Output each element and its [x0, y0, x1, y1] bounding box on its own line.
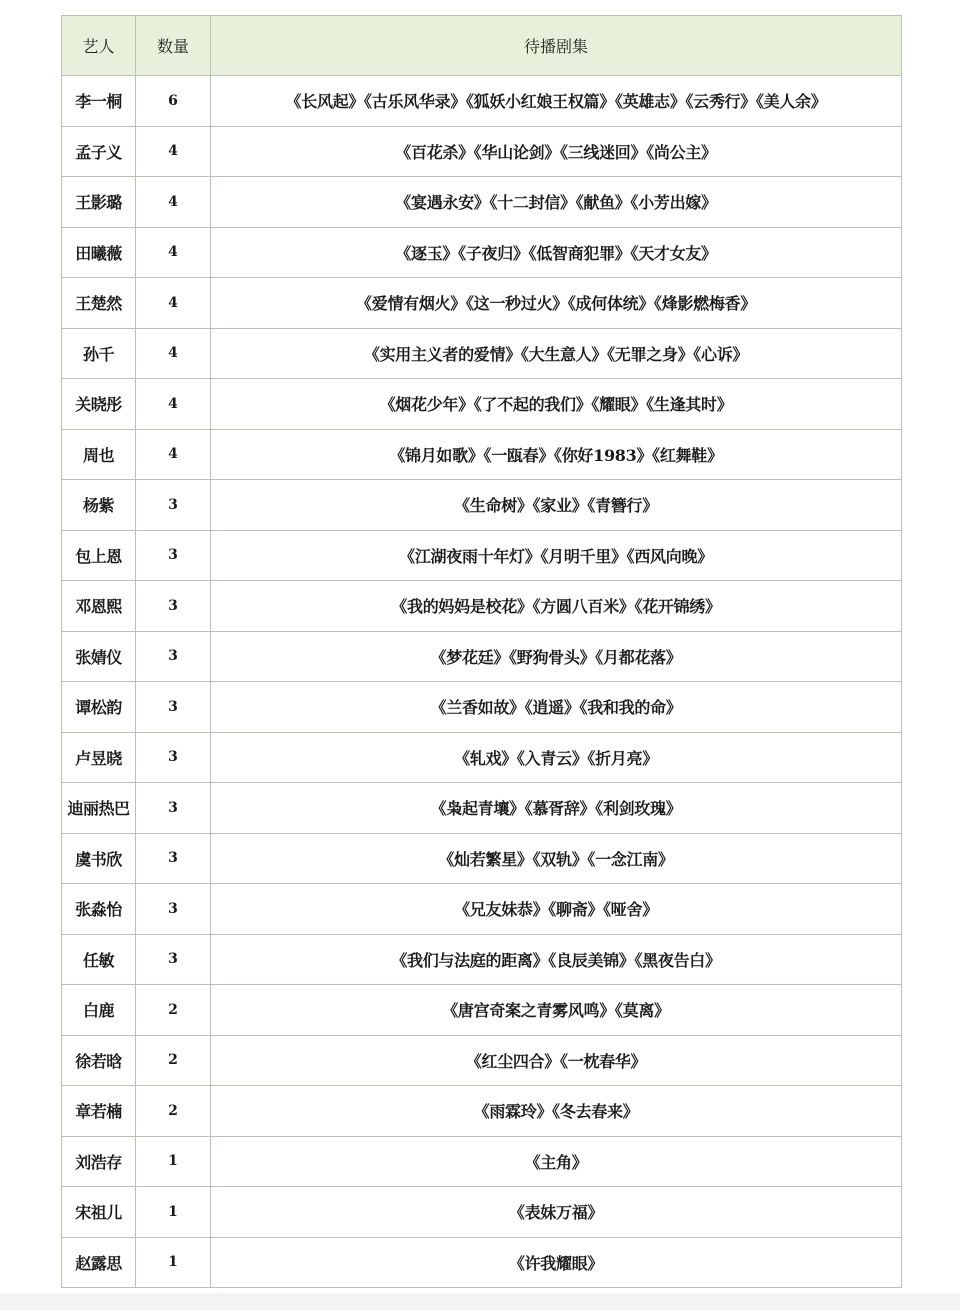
- artist-cell: 卢昱晓: [62, 732, 136, 783]
- count-cell: 3: [136, 530, 211, 581]
- count-cell: 4: [136, 379, 211, 430]
- shows-cell: 《梦花廷》《野狗骨头》《月都花落》: [211, 631, 902, 682]
- table-row: [62, 379, 902, 430]
- header-artist: 艺人: [62, 16, 136, 76]
- artist-cell: 章若楠: [62, 1086, 136, 1137]
- count-cell: 3: [136, 833, 211, 884]
- shows-cell: 《烟花少年》《了不起的我们》《耀眼》《生逢其时》: [211, 379, 902, 430]
- shows-cell: 《雨霖玲》《冬去春来》: [211, 1086, 902, 1137]
- bottom-edge-shade: [0, 1293, 960, 1310]
- shows-cell: 《爱情有烟火》《这一秒过火》《成何体统》《烽影燃梅香》: [211, 278, 902, 329]
- table-row: [62, 934, 902, 985]
- artist-cell: 包上恩: [62, 530, 136, 581]
- shows-cell: 《宴遇永安》《十二封信》《献鱼》《小芳出嫁》: [211, 177, 902, 228]
- shows-cell: 《枭起青壤》《慕胥辞》《利剑玫瑰》: [211, 783, 902, 834]
- table-row: [62, 429, 902, 480]
- count-cell: 1: [136, 1136, 211, 1187]
- table-row: [62, 682, 902, 733]
- count-cell: 4: [136, 278, 211, 329]
- table-row: [62, 480, 902, 531]
- count-cell: 1: [136, 1237, 211, 1288]
- count-cell: 4: [136, 177, 211, 228]
- artist-cell: 杨紫: [62, 480, 136, 531]
- artist-cell: 刘浩存: [62, 1136, 136, 1187]
- table-row: [62, 581, 902, 632]
- shows-cell: 《兄友妹恭》《聊斋》《哑舍》: [211, 884, 902, 935]
- shows-cell: 《锦月如歌》《一瓯春》《你好1983》《红舞鞋》: [211, 429, 902, 480]
- artist-cell: 邓恩熙: [62, 581, 136, 632]
- table-row: [62, 1086, 902, 1137]
- shows-cell: 《生命树》《家业》《青簪行》: [211, 480, 902, 531]
- count-cell: 2: [136, 1086, 211, 1137]
- pending-dramas-table: [61, 15, 902, 1288]
- artist-cell: 李一桐: [62, 76, 136, 127]
- shows-cell: 《兰香如故》《逍遥》《我和我的命》: [211, 682, 902, 733]
- artist-cell: 关晓彤: [62, 379, 136, 430]
- table-row: [62, 126, 902, 177]
- table-row: [62, 530, 902, 581]
- shows-cell: 《百花杀》《华山论剑》《三线迷回》《尚公主》: [211, 126, 902, 177]
- artist-cell: 谭松韵: [62, 682, 136, 733]
- table-row: [62, 1035, 902, 1086]
- artist-cell: 王影璐: [62, 177, 136, 228]
- table-row: [62, 631, 902, 682]
- count-cell: 4: [136, 126, 211, 177]
- shows-cell: 《表妹万福》: [211, 1187, 902, 1238]
- shows-cell: 《我们与法庭的距离》《良辰美锦》《黑夜告白》: [211, 934, 902, 985]
- count-cell: 3: [136, 783, 211, 834]
- count-cell: 4: [136, 227, 211, 278]
- shows-cell: 《灿若繁星》《双轨》《一念江南》: [211, 833, 902, 884]
- shows-cell: 《江湖夜雨十年灯》《月明千里》《西风向晚》: [211, 530, 902, 581]
- table-row: [62, 833, 902, 884]
- table-row: [62, 783, 902, 834]
- shows-cell: 《主角》: [211, 1136, 902, 1187]
- table-row: [62, 1237, 902, 1288]
- count-cell: 3: [136, 934, 211, 985]
- count-cell: 2: [136, 1035, 211, 1086]
- artist-cell: 任敏: [62, 934, 136, 985]
- shows-cell: 《长风起》《古乐风华录》《狐妖小红娘王权篇》《英雄志》《云秀行》《美人余》: [211, 76, 902, 127]
- artist-cell: 宋祖儿: [62, 1187, 136, 1238]
- count-cell: 3: [136, 480, 211, 531]
- artist-cell: 赵露思: [62, 1237, 136, 1288]
- count-cell: 3: [136, 732, 211, 783]
- artist-cell: 田曦薇: [62, 227, 136, 278]
- artist-cell: 徐若晗: [62, 1035, 136, 1086]
- table-row: [62, 227, 902, 278]
- shows-cell: 《逐玉》《子夜归》《低智商犯罪》《天才女友》: [211, 227, 902, 278]
- table-row: [62, 1136, 902, 1187]
- table-row: [62, 328, 902, 379]
- header-count: 数量: [136, 16, 211, 76]
- table-row: [62, 884, 902, 935]
- shows-cell: 《红尘四合》《一枕春华》: [211, 1035, 902, 1086]
- table-row: [62, 76, 902, 127]
- table-row: [62, 177, 902, 228]
- count-cell: 2: [136, 985, 211, 1036]
- shows-cell: 《轧戏》《入青云》《折月亮》: [211, 732, 902, 783]
- count-cell: 3: [136, 581, 211, 632]
- table-row: [62, 278, 902, 329]
- count-cell: 4: [136, 328, 211, 379]
- count-cell: 3: [136, 884, 211, 935]
- table-row: [62, 732, 902, 783]
- artist-cell: 虞书欣: [62, 833, 136, 884]
- artist-cell: 孙千: [62, 328, 136, 379]
- artist-cell: 白鹿: [62, 985, 136, 1036]
- artist-cell: 孟子义: [62, 126, 136, 177]
- artist-cell: 王楚然: [62, 278, 136, 329]
- count-cell: 3: [136, 631, 211, 682]
- shows-cell: 《我的妈妈是校花》《方圆八百米》《花开锦绣》: [211, 581, 902, 632]
- header-shows: 待播剧集: [211, 16, 902, 76]
- artist-cell: 周也: [62, 429, 136, 480]
- count-cell: 1: [136, 1187, 211, 1238]
- artist-cell: 张淼怡: [62, 884, 136, 935]
- artist-cell: 张婧仪: [62, 631, 136, 682]
- table-row: [62, 1187, 902, 1238]
- table-row: [62, 985, 902, 1036]
- artist-cell: 迪丽热巴: [62, 783, 136, 834]
- header-row: [62, 16, 902, 76]
- count-cell: 3: [136, 682, 211, 733]
- count-cell: 4: [136, 429, 211, 480]
- shows-cell: 《许我耀眼》: [211, 1237, 902, 1288]
- count-cell: 6: [136, 76, 211, 127]
- shows-cell: 《实用主义者的爱情》《大生意人》《无罪之身》《心诉》: [211, 328, 902, 379]
- shows-cell: 《唐宫奇案之青雾风鸣》《莫离》: [211, 985, 902, 1036]
